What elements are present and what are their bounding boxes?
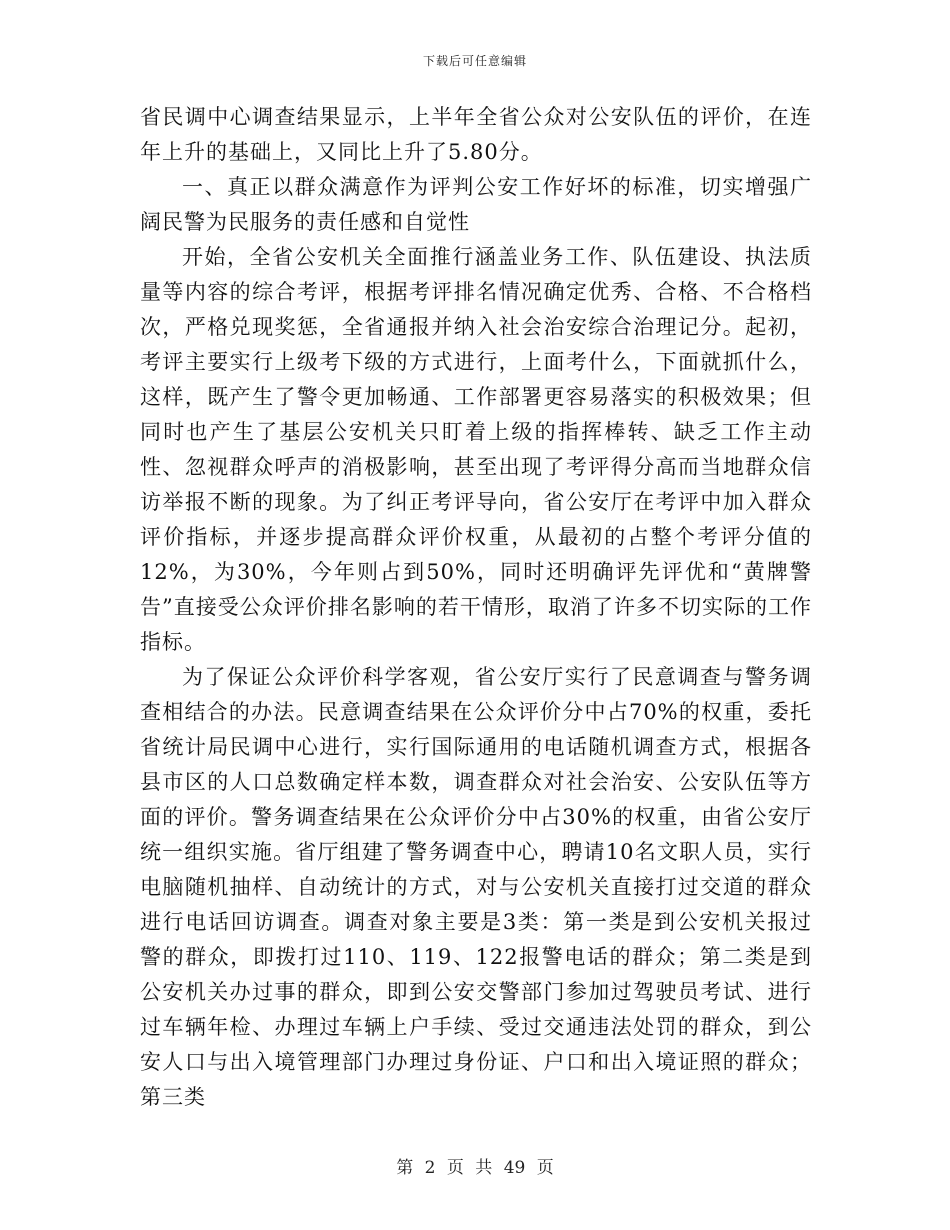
document-body xyxy=(140,100,812,1115)
page-header: 下载后可任意编辑 xyxy=(422,54,527,68)
paragraph-assessment: 开始，全省公安机关全面推行涵盖业务工作、队伍建设、执法质量等内容的综合考评，根据考评排名情况确定优秀、合格、不合格档次，严格兑现奖惩，全省通报并纳入社会治安综合治理记分。起初，考评主要实行上级考下级的方式进行，上面考什么，下面就抓什么，这样，既产生了警令更加畅通、工作部署更容易落实的积极效果；但同时也产生了基层公安机关只盯着上级的指挥棒转、缺乏工作主动性、忽视群众呼声的消极影响，甚至出现了考评得分高而当地群众信访举报不断的现象。为了纠正考评导向，省公安厅在考评中加入群众评价指标，并逐步提高群众评价权重，从最初的占整个考评分值的12%，为30%，今年则占到50%，同时还明确评先评优和“黄牌警告”直接受公众评价排名影响的若干情形，取消了许多不切实际的工作指标。 xyxy=(140,245,812,654)
paragraph-continuation: 省民调中心调查结果显示，上半年全省公众对公安队伍的评价，在连年上升的基础上，又同比上升了5.80分。 xyxy=(140,105,812,164)
page-footer: 第 2 页 共 49 页 xyxy=(396,1158,554,1178)
paragraph-survey-method: 为了保证公众评价科学客观，省公安厅实行了民意调查与警务调查相结合的办法。民意调查结果在公众评价分中占70%的权重，委托省统计局民调中心进行，实行国际通用的电话随机调查方式，根据各县市区的人口总数确定样本数，调查群众对社会治安、公安队伍等方面的评价。警务调查结果在公众评价分中占30%的权重，由省公安厅统一组织实施。省厅组建了警务调查中心，聘请10名文职人员，实行电脑随机抽样、自动统计的方式，对与公安机关直接打过交道的群众进行电话回访调查。调查对象主要是3类：第一类是到公安机关报过警的群众，即拨打过110、119、122报警电话的群众；第二类是到公安机关办过事的群众，即到公安交警部门参加过驾驶员考试、进行过车辆年检、办理过车辆上户手续、受过交通违法处罚的群众，到公安人口与出入境管理部门办理过身份证、户口和出入境证照的群众；第三类 xyxy=(140,665,812,1109)
section-heading: 一、真正以群众满意作为评判公安工作好坏的标准，切实增强广阔民警为民服务的责任感和自觉性 xyxy=(140,175,812,234)
